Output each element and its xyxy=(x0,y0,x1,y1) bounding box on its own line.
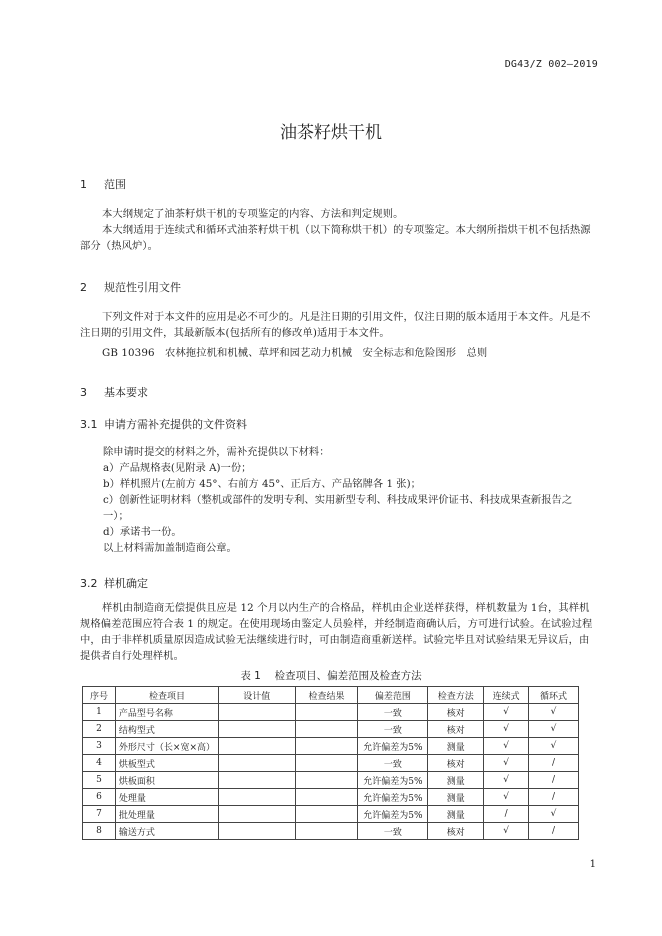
table-row xyxy=(83,772,579,789)
table-cell: √ xyxy=(529,806,579,823)
section-title: 基本要求 xyxy=(104,386,148,399)
column-header: 检查项目 xyxy=(115,687,218,704)
table-header-row xyxy=(83,687,579,704)
table-cell: 核对 xyxy=(428,704,484,721)
table-cell xyxy=(219,823,296,840)
table-cell: 输送方式 xyxy=(115,823,218,840)
list-item: c）创新性证明材料（整机或部件的发明专利、实用新型专利、科技成果评价证书、科技成果查新报告之一）； xyxy=(103,494,573,522)
table-row xyxy=(83,789,579,806)
table-cell xyxy=(295,772,358,789)
document-title: 油茶籽烘干机 xyxy=(280,123,382,143)
section-heading-3-1 xyxy=(80,416,247,432)
table-row xyxy=(83,721,579,738)
table-caption: 表 1 检查项目、偏差范围及检查方法 xyxy=(240,670,422,682)
table-cell: 测量 xyxy=(428,738,484,755)
table-cell: 4 xyxy=(83,755,116,772)
table-cell: √ xyxy=(529,738,579,755)
materials-list xyxy=(103,444,593,556)
section-heading-3-2 xyxy=(80,575,148,591)
table-cell: 允许偏差为5% xyxy=(358,789,428,806)
table-cell: √ xyxy=(484,704,529,721)
paragraph: 下列文件对于本文件的应用是必不可少的。凡是注日期的引用文件，仅注日期的版本适用于本文件。凡是不注日期的引用文件，其最新版本(包括所有的修改单)适用于本文件。 xyxy=(80,311,591,339)
table-cell: 烘板型式 xyxy=(115,755,218,772)
column-header: 设计值 xyxy=(219,687,296,704)
table-cell: √ xyxy=(484,823,529,840)
table-cell xyxy=(219,772,296,789)
column-header: 检查方法 xyxy=(428,687,484,704)
table-cell: 允许偏差为5% xyxy=(358,806,428,823)
table-cell: / xyxy=(529,755,579,772)
table-cell xyxy=(295,806,358,823)
table-row xyxy=(83,755,579,772)
page-number: 1 xyxy=(589,859,596,870)
table-cell: 一致 xyxy=(358,704,428,721)
section-heading-1 xyxy=(80,176,126,192)
table-cell: √ xyxy=(529,704,579,721)
table-cell: 一致 xyxy=(358,721,428,738)
table-cell: 结构型式 xyxy=(115,721,218,738)
table-cell: 外形尺寸（长×宽×高） xyxy=(115,738,218,755)
table-cell: 核对 xyxy=(428,721,484,738)
list-intro: 除申请时提交的材料之外，需补充提供以下材料： xyxy=(103,446,330,458)
table-cell xyxy=(219,721,296,738)
table-cell: √ xyxy=(484,772,529,789)
table-cell xyxy=(219,755,296,772)
paragraph: 样机由制造商无偿提供且应是 12 个月以内生产的合格品，样机由企业送样获得，样机数量为 1台，其样机规格偏差范围应符合表 1 的规定。在使用现场由鉴定人员验样，并经制造商确认后，方可进行试验。在试验过程中，由于非样机质量原因造成试验无法继续进行时，可由制造商重新送样。试验完毕且对试验结果无异议后，由提供者自行处理样机。 xyxy=(80,602,593,662)
column-header: 检查结果 xyxy=(295,687,358,704)
table-cell: 7 xyxy=(83,806,116,823)
reference-standard: GB 10396 农林拖拉机和机械、草坪和园艺动力机械 安全标志和危险图形 总则 xyxy=(102,347,488,359)
table-cell xyxy=(219,789,296,806)
section-heading-2 xyxy=(80,279,181,295)
table-cell: √ xyxy=(484,755,529,772)
table-cell: 5 xyxy=(83,772,116,789)
paragraph: 本大纲规定了油茶籽烘干机的专项鉴定的内容、方法和判定规则。 xyxy=(102,208,404,220)
inspection-table xyxy=(82,686,579,840)
table-row xyxy=(83,823,579,840)
table-cell: 2 xyxy=(83,721,116,738)
table-cell: 6 xyxy=(83,789,116,806)
table-row xyxy=(83,704,579,721)
list-item: d）承诺书一份。 xyxy=(103,526,182,538)
table-row xyxy=(83,806,579,823)
table-cell: 允许偏差为5% xyxy=(358,772,428,789)
table-cell xyxy=(219,704,296,721)
list-outro: 以上材料需加盖制造商公章。 xyxy=(103,542,237,554)
section-number: 1 xyxy=(80,178,87,191)
table-cell: 一致 xyxy=(358,755,428,772)
table-cell: 处理量 xyxy=(115,789,218,806)
section-number: 3 xyxy=(80,386,87,399)
table-cell xyxy=(219,806,296,823)
section-number: 3.2 xyxy=(80,577,98,590)
section-title: 申请方需补充提供的文件资料 xyxy=(104,418,247,431)
table-cell: 1 xyxy=(83,704,116,721)
table-cell: 8 xyxy=(83,823,116,840)
section-number: 3.1 xyxy=(80,418,98,431)
table-cell xyxy=(295,789,358,806)
table-cell: 一致 xyxy=(358,823,428,840)
table-cell xyxy=(295,823,358,840)
list-item: a）产品规格表(见附录 A)一份； xyxy=(103,462,252,474)
table-cell: 测量 xyxy=(428,789,484,806)
section-title: 样机确定 xyxy=(104,577,148,590)
column-header: 循环式 xyxy=(529,687,579,704)
table-cell: 核对 xyxy=(428,755,484,772)
table-cell: 核对 xyxy=(428,823,484,840)
table-cell: √ xyxy=(529,721,579,738)
table-cell: 批处理量 xyxy=(115,806,218,823)
table-cell: / xyxy=(529,789,579,806)
table-cell: √ xyxy=(484,738,529,755)
column-header: 连续式 xyxy=(484,687,529,704)
section-number: 2 xyxy=(80,281,87,294)
table-cell: 允许偏差为5% xyxy=(358,738,428,755)
table-cell: √ xyxy=(484,721,529,738)
table-cell xyxy=(295,704,358,721)
table-cell: / xyxy=(484,806,529,823)
table-cell xyxy=(295,721,358,738)
table-cell: / xyxy=(529,772,579,789)
column-header: 偏差范围 xyxy=(358,687,428,704)
document-code: DG43/Z 002—2019 xyxy=(504,59,598,70)
table-cell xyxy=(295,755,358,772)
table-cell: 测量 xyxy=(428,806,484,823)
paragraph: 本大纲适用于连续式和循环式油茶籽烘干机（以下简称烘干机）的专项鉴定。本大纲所指烘干机不包括热源部分（热风炉）。 xyxy=(80,224,591,252)
section-heading-3 xyxy=(80,384,148,400)
table-cell: / xyxy=(529,823,579,840)
table-cell: √ xyxy=(484,789,529,806)
table-cell: 测量 xyxy=(428,772,484,789)
column-header: 序号 xyxy=(83,687,116,704)
table-cell: 产品型号名称 xyxy=(115,704,218,721)
table-cell: 3 xyxy=(83,738,116,755)
table-cell xyxy=(219,738,296,755)
list-item: b）样机照片(左前方 45°、右前方 45°、正后方、产品铭牌各 1 张)； xyxy=(103,478,421,490)
section-title: 规范性引用文件 xyxy=(104,281,181,294)
table-cell xyxy=(295,738,358,755)
table-row xyxy=(83,738,579,755)
table-cell: 烘板面积 xyxy=(115,772,218,789)
section-title: 范围 xyxy=(104,178,126,191)
